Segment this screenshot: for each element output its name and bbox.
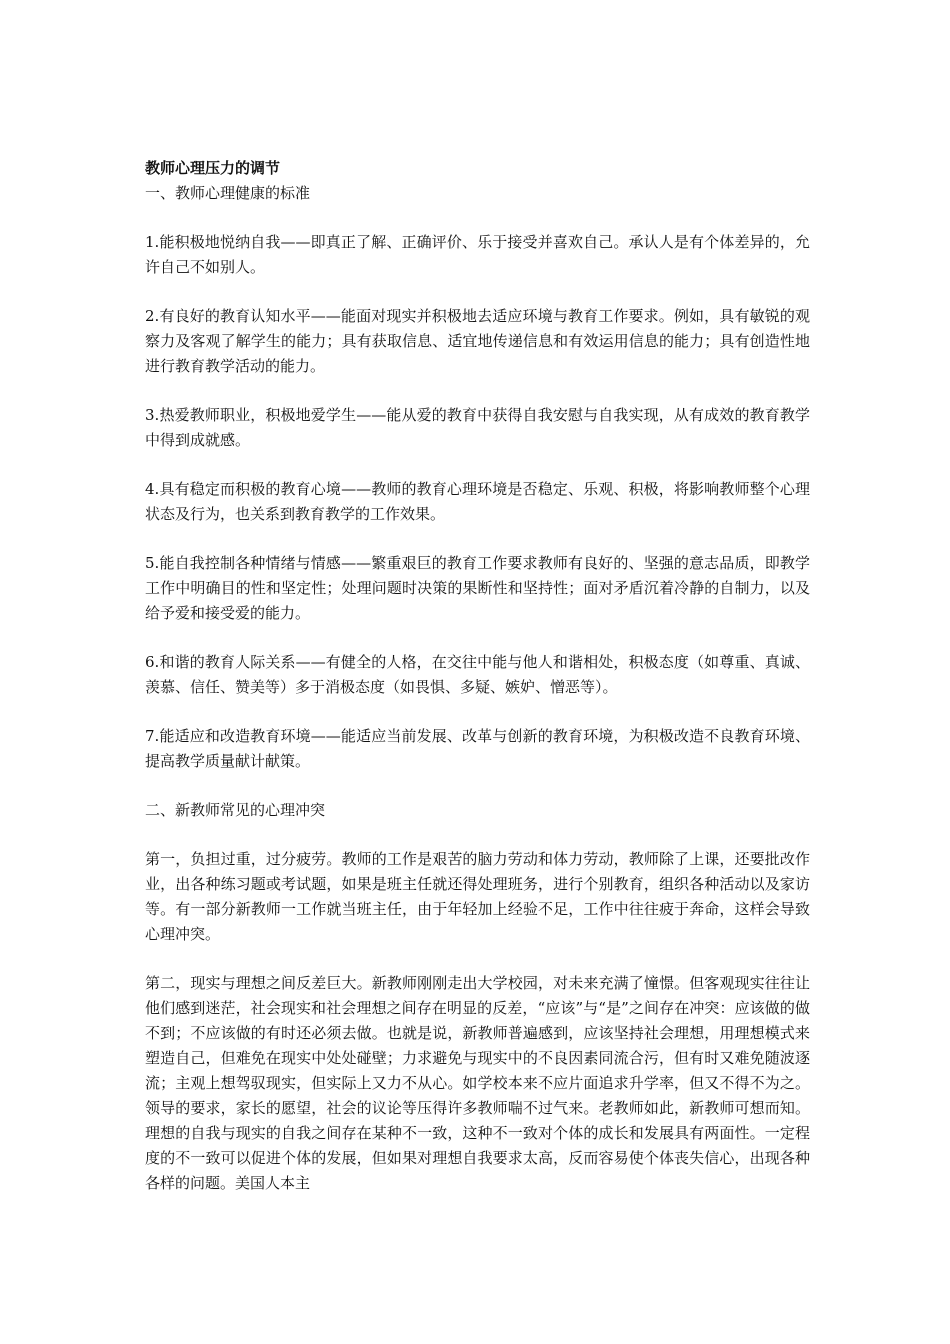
section-heading-standards: 一、教师心理健康的标准: [145, 184, 311, 202]
standard-item-2: 2.有良好的教育认知水平——能面对现实并积极地去适应环境与教育工作要求。例如，具有敏锐的观察力及客观了解学生的能力；具有获取信息、适宜地传递信息和有效运用信息的能力；具有创造性地进行教育教学活动的能力。: [145, 307, 810, 375]
standard-item-7: 7.能适应和改造教育环境——能适应当前发展、改革与创新的教育环境，为积极改造不良教育环境、提高教学质量献计献策。: [145, 727, 810, 770]
standard-item-6: 6.和谐的教育人际关系——有健全的人格，在交往中能与他人和谐相处，积极态度（如尊重、真诚、羡慕、信任、赞美等）多于消极态度（如畏惧、多疑、嫉妒、憎恶等）。: [145, 653, 810, 696]
standard-item-3: 3.热爱教师职业，积极地爱学生——能从爱的教育中获得自我安慰与自我实现，从有成效的教育教学中得到成就感。: [145, 406, 810, 449]
conflict-paragraph-2: 第二，现实与理想之间反差巨大。新教师刚刚走出大学校园，对未来充满了憧憬。但客观现实往往让他们感到迷茫，社会现实和社会理想之间存在明显的反差，“应该”与“是”之间存在冲突：应该做的做不到；不应该做的有时还必须去做。也就是说，新教师普遍感到，应该坚持社会理想，用理想模式来塑造自己，但难免在现实中处处碰壁；力求避免与现实中的不良因素同流合污，但有时又难免随波逐流；主观上想驾驭现实，但实际上又力不从心。如学校本来不应片面追求升学率，但又不得不为之。领导的要求，家长的愿望，社会的议论等压得许多教师喘不过气来。老教师如此，新教师可想而知。理想的自我与现实的自我之间存在某种不一致，这种不一致对个体的成长和发展具有两面性。一定程度的不一致可以促进个体的发展，但如果对理想自我要求太高，反而容易使个体丧失信心，出现各种各样的问题。美国人本主: [145, 974, 810, 1192]
conflict-paragraph-1: 第一，负担过重，过分疲劳。教师的工作是艰苦的脑力劳动和体力劳动，教师除了上课，还要批改作业，出各种练习题或考试题，如果是班主任就还得处理班务，进行个别教育，组织各种活动以及家访等。有一部分新教师一工作就当班主任，由于年轻加上经验不足，工作中往往疲于奔命，这样会导致心理冲突。: [145, 850, 810, 943]
standard-item-1: 1.能积极地悦纳自我——即真正了解、正确评价、乐于接受并喜欢自己。承认人是有个体差异的，允许自己不如别人。: [145, 233, 810, 276]
standard-item-4: 4.具有稳定而积极的教育心境——教师的教育心理环境是否稳定、乐观、积极，将影响教师整个心理状态及行为，也关系到教育教学的工作效果。: [145, 480, 810, 523]
document-body: [145, 156, 810, 1220]
document-title: 教师心理压力的调节: [145, 159, 281, 177]
section-heading-conflicts: 二、新教师常见的心理冲突: [145, 801, 326, 819]
standard-item-5: 5.能自我控制各种情绪与情感——繁重艰巨的教育工作要求教师有良好的、坚强的意志品质，即教学工作中明确目的性和坚定性；处理问题时决策的果断性和坚持性；面对矛盾沉着冷静的自制力，以及给予爱和接受爱的能力。: [145, 554, 810, 622]
